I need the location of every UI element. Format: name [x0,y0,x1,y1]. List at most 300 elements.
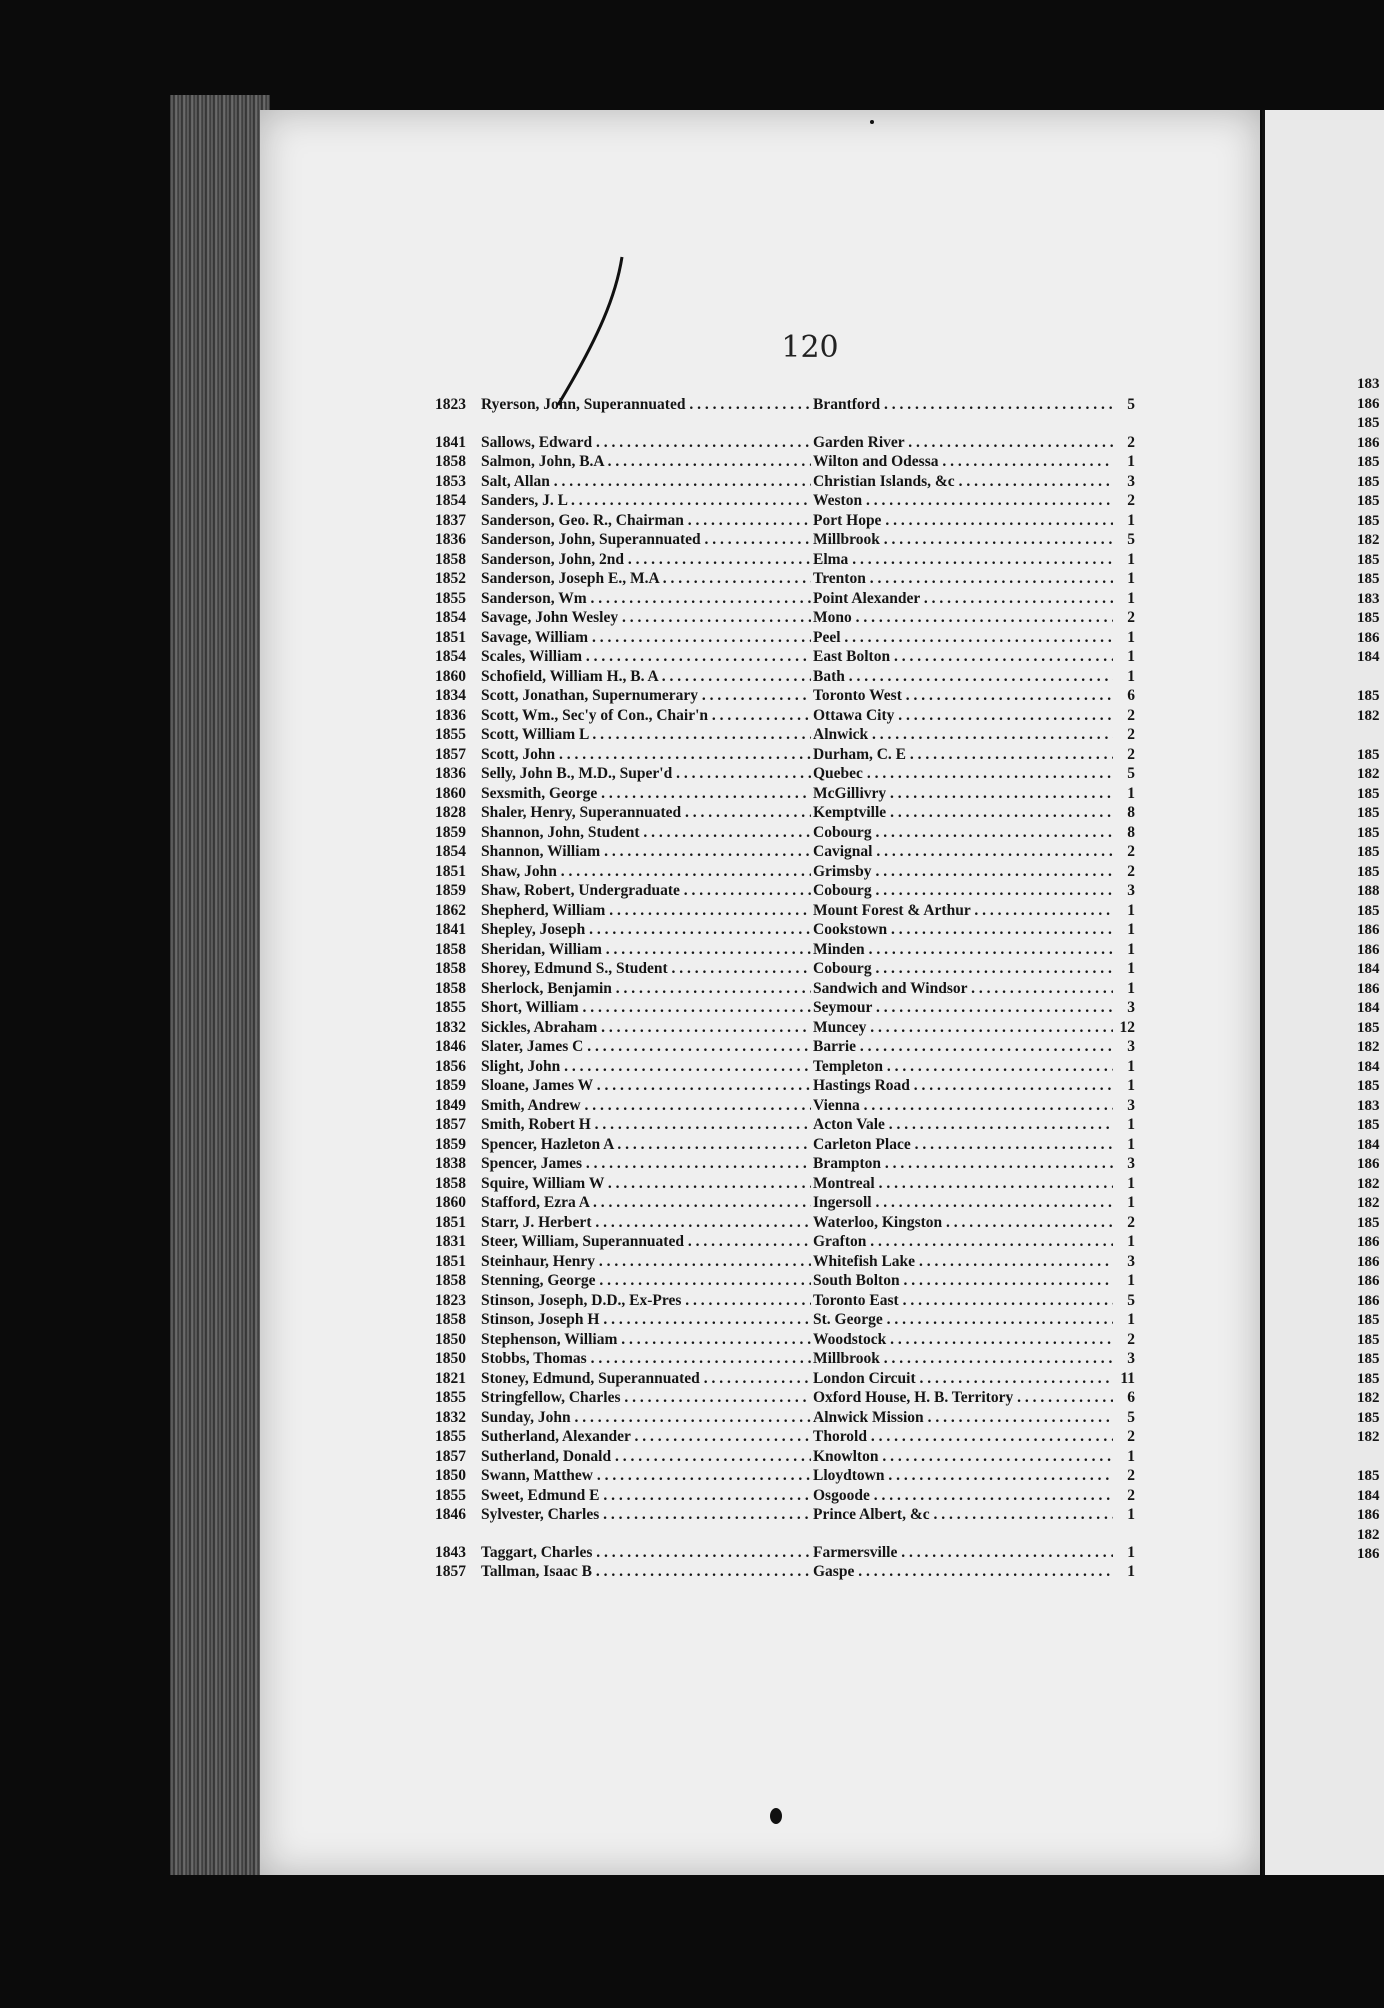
facing-year: 186 [1357,1273,1380,1289]
entry-name: Squire, William W . . . [481,1174,811,1194]
entry-year: 1857 [435,1563,466,1580]
entry-year: 1854 [435,609,466,626]
entry-place: Waterloo, Kingston . . . [813,1213,1113,1233]
entry-name: Scott, Jonathan, Supernumerary . . . [481,686,811,706]
entry-year: 1854 [435,492,466,509]
entry-name: Slater, James C . . . [481,1037,811,1057]
directory-row [435,764,1145,784]
entry-place: South Bolton . . . [813,1271,1113,1291]
entry-count: 1 [1127,921,1135,938]
entry-year: 1836 [435,706,466,724]
entry-place: Grimsby . . . [813,862,1113,882]
facing-year: 182 [1357,707,1380,724]
facing-year: 185 [1357,493,1380,509]
entry-place: Brantford . . . [813,395,1113,415]
facing-year: 186 [1357,1507,1380,1523]
entry-place: Barrie . . . [813,1037,1113,1057]
entry-name: Sweet, Edmund E . . . [481,1486,811,1506]
entry-name: Scales, William . . . [481,647,811,667]
entry-year: 1860 [435,667,466,685]
entry-year: 1857 [435,1116,466,1133]
entry-count: 1 [1127,1077,1135,1094]
directory-row [435,628,1145,648]
entry-place: Grafton . . . [813,1232,1113,1252]
entry-place: Cavignal . . . [813,842,1113,862]
entry-year: 1854 [435,648,466,665]
directory-row [435,1330,1145,1350]
entry-year: 1853 [435,472,466,490]
entry-name: Schofield, William H., B. A . . . [481,667,811,687]
directory-row [435,901,1145,921]
entry-name: Scott, John . . . [481,745,811,765]
entry-year: 1832 [435,1018,466,1036]
entry-count: 1 [1127,1506,1135,1523]
entry-count: 1 [1127,589,1135,607]
entry-name: Salt, Allan . . . [481,472,811,492]
entry-name: Shannon, William . . . [481,842,811,862]
directory-row [435,784,1145,804]
entry-year: 1859 [435,882,466,899]
entry-year: 1858 [435,1311,466,1328]
entry-year: 1841 [435,433,466,451]
facing-year: 186 [1357,1156,1380,1172]
entry-place: Woodstock . . . [813,1330,1113,1350]
directory-row [435,1271,1145,1291]
entry-count: 2 [1127,1486,1135,1504]
entry-count: 1 [1127,648,1135,665]
entry-count: 6 [1127,687,1135,704]
entry-name: Stoney, Edmund, Superannuated . . . [481,1369,811,1389]
facing-year: 186 [1357,395,1380,412]
entry-count: 6 [1127,1389,1135,1406]
entry-name: Shepley, Joseph . . . [481,920,811,940]
entry-name: Ryerson, John, Superannuated . . . [481,395,811,415]
entry-count: 1 [1127,1543,1135,1561]
facing-year: 186 [1357,434,1380,451]
directory-row [435,1154,1145,1174]
entry-name: Sloane, James W . . . [481,1076,811,1096]
entry-count: 5 [1127,396,1135,413]
facing-year: 183 [1357,1097,1380,1114]
facing-year: 185 [1357,1370,1380,1387]
entry-count: 1 [1127,1311,1135,1328]
facing-year: 185 [1357,746,1380,763]
entry-count: 1 [1127,1116,1135,1133]
entry-place: Bath . . . [813,667,1113,687]
facing-year: 186 [1357,1234,1380,1250]
directory-row [435,550,1145,570]
directory-row [435,1388,1145,1408]
facing-year: 185 [1357,415,1380,431]
entry-place: Lloydtown . . . [813,1466,1113,1486]
facing-year [1357,726,1384,746]
entry-count: 11 [1120,1369,1135,1387]
facing-year: 186 [1357,922,1380,938]
directory-row [435,1076,1145,1096]
directory-row [435,959,1145,979]
entry-count: 3 [1127,1350,1135,1367]
entry-name: Sherlock, Benjamin . . . [481,979,811,999]
directory-row [435,1174,1145,1194]
entry-place: Whitefish Lake . . . [813,1252,1113,1272]
directory-row [435,940,1145,960]
entry-place: Thorold . . . [813,1427,1113,1447]
entry-year: 1846 [435,1038,466,1055]
entry-count: 1 [1127,1447,1135,1465]
facing-year: 185 [1357,844,1380,860]
entry-place: Cobourg . . . [813,881,1113,901]
entry-place: McGillivry . . . [813,784,1113,804]
directory-row [435,1096,1145,1116]
entry-count: 8 [1127,823,1135,841]
facing-year: 185 [1357,1331,1380,1348]
facing-year: 184 [1357,1487,1380,1504]
facing-year: 183 [1357,590,1380,607]
entry-place: Millbrook . . . [813,530,1113,550]
entry-count: 1 [1127,570,1135,587]
entry-year: 1838 [435,1155,466,1172]
entry-name: Stringfellow, Charles . . . [481,1388,811,1408]
entry-place: Durham, C. E . . . [813,745,1113,765]
directory-row [435,686,1145,706]
entry-place: Christian Islands, &c . . . [813,472,1113,492]
entry-count: 3 [1127,1155,1135,1172]
entry-name: Sutherland, Alexander . . . [481,1427,811,1447]
entry-place: Kemptville . . . [813,803,1113,823]
entry-place: Weston . . . [813,491,1113,511]
entry-year: 1854 [435,843,466,860]
facing-year: 186 [1357,980,1380,997]
entry-year: 1857 [435,1447,466,1465]
entry-year: 1858 [435,940,466,958]
directory-row [435,433,1145,453]
entry-name: Stenning, George . . . [481,1271,811,1291]
pencil-annotation-mark [540,255,630,415]
facing-year: 185 [1357,1351,1380,1367]
entry-place: Ingersoll . . . [813,1193,1113,1213]
entry-year: 1860 [435,1194,466,1211]
directory-row [435,1213,1145,1233]
entry-place: Acton Vale . . . [813,1115,1113,1135]
entry-place: Oxford House, H. B. Territory . . . [813,1388,1113,1408]
directory-row [435,920,1145,940]
entry-year: 1855 [435,726,466,743]
directory-row [435,1447,1145,1467]
entry-place: Cobourg . . . [813,959,1113,979]
entry-name: Tallman, Isaac B . . . [481,1562,811,1582]
entry-year: 1850 [435,1350,466,1367]
entry-place: Minden . . . [813,940,1113,960]
entry-year: 1858 [435,453,466,470]
entry-count: 3 [1127,1096,1135,1114]
entry-year: 1855 [435,1486,466,1504]
entry-count: 2 [1127,1467,1135,1484]
group-separator [435,415,1145,433]
facing-year: 182 [1357,1526,1380,1543]
directory-row [435,1252,1145,1272]
entry-place: Toronto West . . . [813,686,1113,706]
entry-place: St. George . . . [813,1310,1113,1330]
entry-count: 5 [1127,531,1135,548]
entry-place: Muncey . . . [813,1018,1113,1038]
entry-name: Steer, William, Superannuated . . . [481,1232,811,1252]
entry-count: 1 [1127,940,1135,958]
entry-place: Ottawa City . . . [813,706,1113,726]
entry-place: Templeton . . . [813,1057,1113,1077]
directory-row [435,667,1145,687]
entry-name: Stobbs, Thomas . . . [481,1349,811,1369]
facing-page-years [1357,375,1384,1565]
entry-name: Sanderson, Geo. R., Chairman . . . [481,511,811,531]
book-page-edges [170,95,270,1875]
entry-place: Mount Forest & Arthur . . . [813,901,1113,921]
entry-year: 1859 [435,1077,466,1094]
directory-row [435,1562,1145,1582]
directory-row [435,979,1145,999]
entry-place: Seymour . . . [813,998,1113,1018]
entry-name: Sutherland, Donald . . . [481,1447,811,1467]
entry-year: 1849 [435,1096,466,1114]
facing-year: 185 [1357,1117,1380,1133]
directory-row [435,823,1145,843]
entry-name: Savage, John Wesley . . . [481,608,811,628]
entry-year: 1851 [435,628,466,646]
entry-count: 1 [1127,1233,1135,1250]
facing-year: 185 [1357,902,1380,919]
entry-count: 1 [1127,1057,1135,1075]
entry-year: 1832 [435,1408,466,1426]
facing-year: 184 [1357,1058,1380,1075]
entry-place: Alnwick . . . [813,725,1113,745]
entry-name: Selly, John B., M.D., Super'd . . . [481,764,811,784]
entry-name: Salmon, John, B.A . . . [481,452,811,472]
entry-place: Elma . . . [813,550,1113,570]
directory-row [435,1486,1145,1506]
directory-row [435,589,1145,609]
facing-year: 185 [1357,805,1380,821]
directory-row [435,1427,1145,1447]
directory-row [435,1193,1145,1213]
entry-count: 1 [1127,784,1135,802]
directory-row [435,1232,1145,1252]
entry-count: 1 [1127,960,1135,977]
entry-year: 1855 [435,589,466,607]
entry-count: 1 [1127,550,1135,568]
facing-year: 185 [1357,571,1380,587]
entry-name: Shepherd, William . . . [481,901,811,921]
entry-name: Sunday, John . . . [481,1408,811,1428]
facing-year: 185 [1357,1078,1380,1094]
entry-name: Sanderson, John, 2nd . . . [481,550,811,570]
facing-year: 185 [1357,454,1380,470]
facing-year: 185 [1357,512,1380,529]
entry-count: 1 [1127,1194,1135,1211]
facing-year: 184 [1357,1136,1380,1153]
entry-name: Scott, William L . . . [481,725,811,745]
entry-place: Gaspe . . . [813,1562,1113,1582]
entry-place: London Circuit . . . [813,1369,1113,1389]
entry-count: 5 [1127,1291,1135,1309]
entry-year: 1855 [435,1389,466,1406]
entry-year: 1860 [435,784,466,802]
facing-year: 185 [1357,824,1380,841]
facing-year: 185 [1357,785,1380,802]
entry-name: Stinson, Joseph H . . . [481,1310,811,1330]
entry-year: 1850 [435,1330,466,1348]
entry-name: Shaler, Henry, Superannuated . . . [481,803,811,823]
entry-place: Carleton Place . . . [813,1135,1113,1155]
entry-name: Sanderson, Joseph E., M.A . . . [481,569,811,589]
entry-year: 1862 [435,901,466,919]
entry-name: Sylvester, Charles . . . [481,1505,811,1525]
entry-name: Sallows, Edward . . . [481,433,811,453]
entry-place: Toronto East . . . [813,1291,1113,1311]
directory-row [435,1466,1145,1486]
directory-row [435,1369,1145,1389]
entry-place: Alnwick Mission . . . [813,1408,1113,1428]
entry-count: 1 [1127,1563,1135,1580]
facing-year: 185 [1357,688,1380,704]
entry-place: Osgoode . . . [813,1486,1113,1506]
entry-count: 2 [1127,609,1135,626]
entry-place: Garden River . . . [813,433,1113,453]
entry-place: Wilton and Odessa . . . [813,452,1113,472]
entry-year: 1831 [435,1233,466,1250]
entry-year: 1843 [435,1543,466,1561]
directory-row [435,1037,1145,1057]
directory-row [435,1057,1145,1077]
entry-name: Swann, Matthew . . . [481,1466,811,1486]
entry-name: Sanderson, Wm . . . [481,589,811,609]
entry-count: 2 [1127,1213,1135,1231]
entry-year: 1846 [435,1506,466,1523]
facing-year [1357,668,1384,688]
entry-year: 1858 [435,979,466,997]
entry-name: Sickles, Abraham . . . [481,1018,811,1038]
directory-row [435,1505,1145,1525]
directory-row [435,472,1145,492]
entry-count: 1 [1127,901,1135,919]
entry-year: 1858 [435,960,466,977]
facing-year: 186 [1357,1546,1380,1562]
directory-row [435,647,1145,667]
entry-year: 1823 [435,1291,466,1309]
entry-name: Smith, Andrew . . . [481,1096,811,1116]
facing-year: 182 [1357,532,1380,548]
page-number: 120 [781,330,839,365]
entry-year: 1836 [435,531,466,548]
entry-name: Shaw, Robert, Undergraduate . . . [481,881,811,901]
entry-count: 2 [1127,862,1135,880]
facing-year: 186 [1357,1253,1380,1270]
entry-name: Scott, Wm., Sec'y of Con., Chair'n . . . [481,706,811,726]
directory-row [435,1018,1145,1038]
entry-place: Peel . . . [813,628,1113,648]
entry-year: 1834 [435,687,466,704]
entry-place: Sandwich and Windsor . . . [813,979,1113,999]
entry-place: Hastings Road . . . [813,1076,1113,1096]
facing-year: 185 [1357,473,1380,490]
directory-row [435,1349,1145,1369]
entry-year: 1859 [435,823,466,841]
facing-year: 185 [1357,863,1380,880]
entry-place: Brampton . . . [813,1154,1113,1174]
facing-year: 185 [1357,1312,1380,1328]
entry-place: Farmersville . . . [813,1543,1113,1563]
entry-count: 8 [1127,804,1135,821]
entry-count: 2 [1127,745,1135,763]
entry-count: 1 [1127,979,1135,997]
entry-name: Stephenson, William . . . [481,1330,811,1350]
entry-count: 1 [1127,628,1135,646]
directory-row [435,1115,1145,1135]
entry-count: 1 [1127,1174,1135,1192]
entry-year: 1851 [435,1252,466,1270]
entry-count: 3 [1127,1038,1135,1055]
directory-row [435,862,1145,882]
facing-year: 186 [1357,629,1380,646]
entry-name: Stinson, Joseph, D.D., Ex-Pres . . . [481,1291,811,1311]
directory-row [435,608,1145,628]
entry-year: 1857 [435,745,466,763]
entry-count: 3 [1127,882,1135,899]
entry-name: Savage, William . . . [481,628,811,648]
entry-count: 2 [1127,1330,1135,1348]
entry-year: 1821 [435,1369,466,1387]
ink-speck [770,1808,782,1824]
entry-year: 1828 [435,804,466,821]
entry-name: Starr, J. Herbert . . . [481,1213,811,1233]
facing-year: 182 [1357,1195,1380,1211]
entry-name: Shannon, John, Student . . . [481,823,811,843]
entry-name: Sanders, J. L . . . [481,491,811,511]
entry-place: Knowlton . . . [813,1447,1113,1467]
entry-year: 1858 [435,1174,466,1192]
facing-year: 185 [1357,1019,1380,1036]
entry-name: Shaw, John . . . [481,862,811,882]
entry-place: Trenton . . . [813,569,1113,589]
facing-year: 185 [1357,610,1380,626]
directory-row [435,530,1145,550]
directory-row [435,998,1145,1018]
entry-count: 2 [1127,492,1135,509]
entry-name: Sheridan, William . . . [481,940,811,960]
entry-count: 3 [1127,999,1135,1016]
directory-row [435,569,1145,589]
facing-year: 184 [1357,1000,1380,1016]
entry-year: 1858 [435,1272,466,1289]
facing-year: 184 [1357,961,1380,977]
directory-row [435,511,1145,531]
entry-place: Cookstown . . . [813,920,1113,940]
entry-year: 1851 [435,862,466,880]
entry-place: Millbrook . . . [813,1349,1113,1369]
facing-year: 185 [1357,1214,1380,1231]
entry-name: Slight, John . . . [481,1057,811,1077]
facing-year: 185 [1357,1409,1380,1426]
facing-year: 186 [1357,1292,1380,1309]
directory-row [435,395,1145,415]
facing-year: 185 [1357,551,1380,568]
facing-year: 182 [1357,1390,1380,1406]
entry-year: 1841 [435,921,466,938]
entry-count: 5 [1127,1408,1135,1426]
entry-year: 1851 [435,1213,466,1231]
entry-year: 1852 [435,570,466,587]
ink-speck [870,120,874,124]
facing-year: 182 [1357,766,1380,782]
entry-year: 1855 [435,999,466,1016]
